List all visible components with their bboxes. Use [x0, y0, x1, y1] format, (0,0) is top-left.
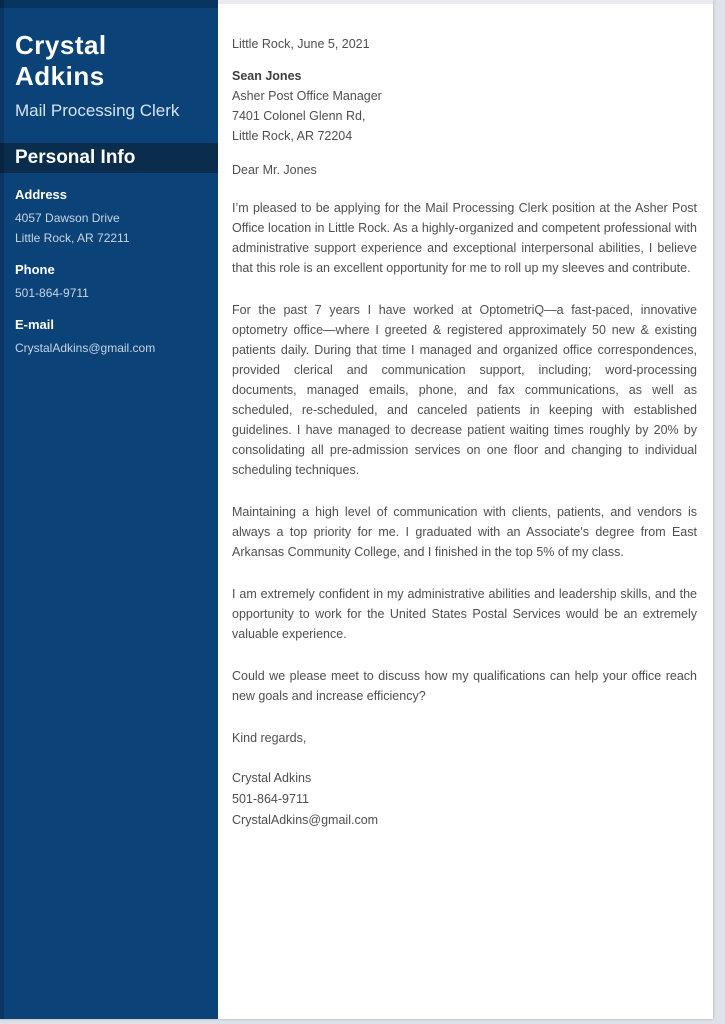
field-value-address-line1: 4057 Dawson Drive — [15, 211, 120, 225]
letter-paragraph: I’m pleased to be applying for the Mail Processing Clerk position at the Asher Post Office location in Little Rock. As a highly-organized and competent professional with administrative support experience and exceptional interpersonal abilities, I believe that this role is an excellent opportunity for me to roll up my sleeves and contribute. — [232, 201, 697, 275]
recipient-name: Sean Jones — [232, 69, 302, 83]
personal-info-header: Personal Info — [0, 143, 218, 173]
letter-closing: Kind regards, — [232, 731, 307, 745]
field-label-address: Address — [15, 187, 68, 202]
letter-paragraph: Maintaining a high level of communication with clients, patients, and vendors is always a top priority for me. I graduated with an Associate's degree from East Arkansas Community College, and I finished in the top 5% of my class. — [232, 505, 697, 559]
recipient-line: 7401 Colonel Glenn Rd, — [232, 109, 366, 123]
sidebar-name: Crystal Adkins — [15, 30, 107, 91]
letter-paragraph: For the past 7 years I have worked at OptometriQ—a fast-paced, innovative optometry office—where I greeted & registered approximately 50 new & existing patients daily. During that time I managed and organized office correspondences, provided clerical and communication support, including; word-processing documents, managed emails, phone, and fax communications, as well as scheduled, re-scheduled, and canceled patients in keeping with established guidelines. I have managed to decrease patient waiting times roughly by 20% by consolidating all pre-admission services on one floor and changing to individual scheduling techniques. — [232, 303, 697, 477]
signature-name: Crystal Adkins — [232, 771, 312, 785]
sidebar-field-address — [15, 187, 203, 248]
letter-body — [218, 0, 713, 1019]
sidebar-field-email — [15, 317, 203, 358]
sidebar-field-phone — [15, 262, 203, 303]
sidebar-job-title: Mail Processing Clerk — [15, 101, 180, 120]
field-value-phone: 501-864-9711 — [15, 286, 89, 300]
signature-phone: 501-864-9711 — [232, 792, 309, 806]
sidebar — [0, 0, 218, 1019]
letter-paragraph: I am extremely confident in my administrative abilities and leadership skills, and the opportunity to work for the United States Postal Services would be an extremely valuable experience. — [232, 587, 697, 641]
field-label-phone: Phone — [15, 262, 55, 277]
signature-email: CrystalAdkins@gmail.com — [232, 813, 379, 827]
letter-paragraph: Could we please meet to discuss how my qualifications can help your office reach new goals and increase efficiency? — [232, 669, 697, 703]
recipient-line: Asher Post Office Manager — [232, 89, 382, 103]
recipient-line: Little Rock, AR 72204 — [232, 129, 353, 143]
signature-block — [232, 768, 697, 831]
field-label-email: E-mail — [15, 317, 55, 332]
letter-date: Little Rock, June 5, 2021 — [232, 37, 370, 51]
recipient-block — [232, 66, 697, 146]
letter-greeting: Dear Mr. Jones — [232, 163, 317, 177]
field-value-email: CrystalAdkins@gmail.com — [15, 341, 156, 355]
field-value-address-line2: Little Rock, AR 72211 — [15, 231, 130, 245]
